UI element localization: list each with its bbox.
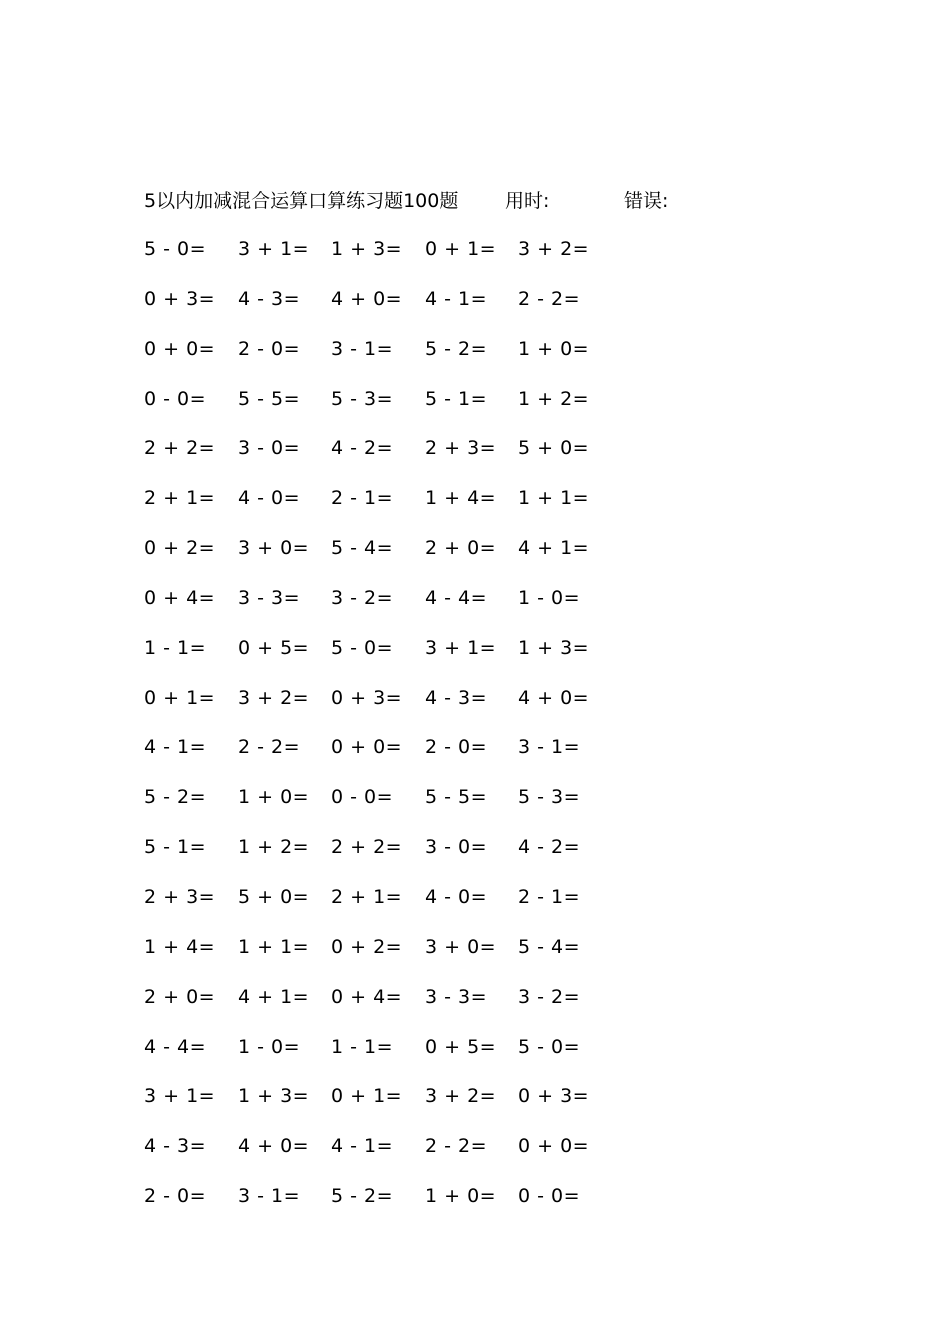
problem: 5 + 0= xyxy=(518,437,590,460)
problem-row xyxy=(144,832,624,882)
problem: 3 - 2= xyxy=(518,985,581,1008)
problem: 4 - 3= xyxy=(144,1135,207,1158)
problem: 0 + 3= xyxy=(518,1085,590,1108)
problem: 0 - 0= xyxy=(331,786,394,809)
problem: 0 + 2= xyxy=(331,935,403,958)
problem: 3 - 1= xyxy=(518,736,581,759)
problem: 5 + 0= xyxy=(238,885,310,908)
problem: 2 - 1= xyxy=(331,487,394,510)
problem: 4 - 0= xyxy=(238,487,301,510)
problem: 5 - 5= xyxy=(238,387,301,410)
problem: 2 + 0= xyxy=(425,537,497,560)
error-label: 错误: xyxy=(624,190,669,212)
problem: 3 + 1= xyxy=(238,238,310,260)
problem: 2 - 2= xyxy=(238,736,301,759)
problem: 3 - 2= xyxy=(331,586,394,609)
problem: 4 - 1= xyxy=(425,287,488,310)
problem: 0 + 1= xyxy=(331,1085,403,1108)
problem-row xyxy=(144,234,624,284)
problem-row xyxy=(144,583,624,633)
problem-row xyxy=(144,982,624,1032)
problem: 1 - 1= xyxy=(331,1035,394,1058)
problem-row xyxy=(144,633,624,683)
problem: 5 - 3= xyxy=(331,387,394,410)
problem: 2 + 2= xyxy=(144,437,216,460)
problem-row xyxy=(144,1081,624,1131)
problem: 5 - 4= xyxy=(331,537,394,560)
problem: 1 - 0= xyxy=(238,1035,301,1058)
problem: 1 + 4= xyxy=(425,487,497,510)
problem-row xyxy=(144,384,624,434)
problem: 2 - 0= xyxy=(238,337,301,360)
problem: 2 + 0= xyxy=(144,985,216,1008)
worksheet-title: 5以内加减混合运算口算练习题100题 xyxy=(144,190,459,212)
problem: 1 + 1= xyxy=(518,487,590,510)
problem: 5 - 5= xyxy=(425,786,488,809)
problem: 1 + 4= xyxy=(144,935,216,958)
problem: 2 + 3= xyxy=(144,885,216,908)
problem: 3 + 0= xyxy=(425,935,497,958)
problem: 1 + 1= xyxy=(238,935,310,958)
problem-row xyxy=(144,782,624,832)
problem: 1 + 0= xyxy=(238,786,310,809)
problem: 0 + 1= xyxy=(425,238,497,260)
problem: 0 + 5= xyxy=(238,636,310,659)
problem-row xyxy=(144,1131,624,1181)
problem: 5 - 1= xyxy=(144,836,207,859)
problem: 5 - 2= xyxy=(425,337,488,360)
problem: 4 - 2= xyxy=(518,836,581,859)
problem: 0 + 0= xyxy=(518,1135,590,1158)
problem: 0 + 3= xyxy=(331,686,403,709)
problem: 3 - 1= xyxy=(331,337,394,360)
problem: 4 - 4= xyxy=(144,1035,207,1058)
problem-row xyxy=(144,483,624,533)
problem: 1 + 3= xyxy=(331,238,403,260)
problem: 5 - 4= xyxy=(518,935,581,958)
problem: 0 + 3= xyxy=(144,287,216,310)
problem: 1 + 3= xyxy=(518,636,590,659)
problem-row xyxy=(144,433,624,483)
problem: 4 + 1= xyxy=(518,537,590,560)
problem: 4 - 3= xyxy=(425,686,488,709)
problem: 2 + 1= xyxy=(331,885,403,908)
problem: 0 + 0= xyxy=(331,736,403,759)
problem: 3 + 1= xyxy=(425,636,497,659)
problem: 0 + 0= xyxy=(144,337,216,360)
problem: 2 + 2= xyxy=(331,836,403,859)
problem: 2 - 2= xyxy=(518,287,581,310)
problem-grid xyxy=(144,234,624,1231)
problem: 3 - 0= xyxy=(425,836,488,859)
problem-row xyxy=(144,533,624,583)
problem: 2 - 0= xyxy=(425,736,488,759)
problem: 1 - 1= xyxy=(144,636,207,659)
problem: 3 - 1= xyxy=(238,1185,301,1208)
problem: 4 - 3= xyxy=(238,287,301,310)
problem: 5 - 3= xyxy=(518,786,581,809)
problem: 4 - 1= xyxy=(331,1135,394,1158)
problem: 4 + 0= xyxy=(518,686,590,709)
problem: 4 - 1= xyxy=(144,736,207,759)
problem: 0 + 5= xyxy=(425,1035,497,1058)
problem: 5 - 2= xyxy=(144,786,207,809)
problem: 5 - 0= xyxy=(331,636,394,659)
problem: 3 + 1= xyxy=(144,1085,216,1108)
problem-row xyxy=(144,882,624,932)
problem: 3 - 3= xyxy=(238,586,301,609)
time-label: 用时: xyxy=(505,190,550,212)
problem: 1 + 0= xyxy=(518,337,590,360)
problem: 2 + 1= xyxy=(144,487,216,510)
problem: 1 + 2= xyxy=(518,387,590,410)
problem: 5 - 1= xyxy=(425,387,488,410)
problem: 4 - 2= xyxy=(331,437,394,460)
problem-row xyxy=(144,334,624,384)
problem: 4 + 0= xyxy=(331,287,403,310)
problem-row xyxy=(144,683,624,733)
problem-row xyxy=(144,1181,624,1231)
problem: 3 + 2= xyxy=(238,686,310,709)
problem: 2 - 1= xyxy=(518,885,581,908)
problem: 1 - 0= xyxy=(518,586,581,609)
problem-row xyxy=(144,732,624,782)
problem: 4 + 1= xyxy=(238,985,310,1008)
problem: 5 - 0= xyxy=(144,238,207,260)
problem: 3 - 3= xyxy=(425,985,488,1008)
problem: 0 - 0= xyxy=(144,387,207,410)
problem: 1 + 0= xyxy=(425,1185,497,1208)
problem: 3 + 0= xyxy=(238,537,310,560)
problem-row xyxy=(144,932,624,982)
problem: 2 + 3= xyxy=(425,437,497,460)
problem-row xyxy=(144,284,624,334)
problem: 5 - 2= xyxy=(331,1185,394,1208)
problem: 0 + 4= xyxy=(144,586,216,609)
problem: 5 - 0= xyxy=(518,1035,581,1058)
problem: 1 + 2= xyxy=(238,836,310,859)
problem: 4 - 4= xyxy=(425,586,488,609)
problem: 4 + 0= xyxy=(238,1135,310,1158)
problem: 2 - 0= xyxy=(144,1185,207,1208)
problem-row xyxy=(144,1032,624,1082)
problem: 0 + 1= xyxy=(144,686,216,709)
problem: 3 + 2= xyxy=(518,238,590,260)
problem: 1 + 3= xyxy=(238,1085,310,1108)
problem: 3 - 0= xyxy=(238,437,301,460)
worksheet-header xyxy=(144,186,704,216)
problem: 3 + 2= xyxy=(425,1085,497,1108)
problem: 4 - 0= xyxy=(425,885,488,908)
problem: 0 + 2= xyxy=(144,537,216,560)
problem: 0 + 4= xyxy=(331,985,403,1008)
problem: 2 - 2= xyxy=(425,1135,488,1158)
problem: 0 - 0= xyxy=(518,1185,581,1208)
